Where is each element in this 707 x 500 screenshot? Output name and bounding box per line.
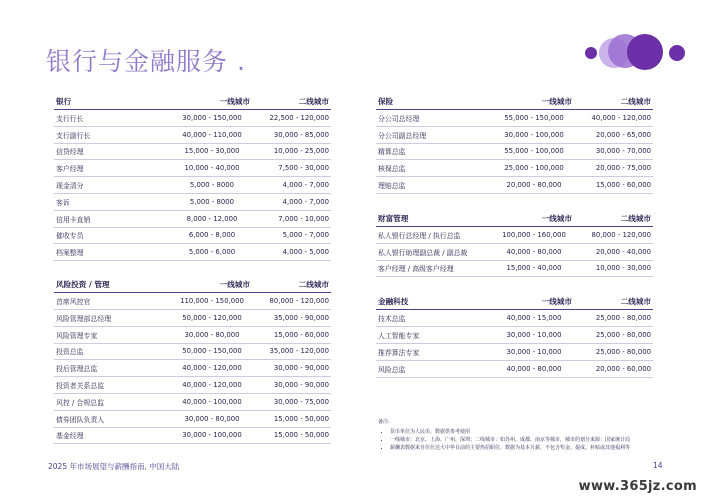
small-dot-left (585, 47, 597, 59)
risk-table (54, 277, 331, 444)
table-row (376, 327, 653, 344)
table-row (376, 160, 653, 177)
section-title: 金融科技 (376, 294, 488, 310)
tier2-salary: 35,000 - 90,000 (256, 309, 331, 326)
section-title: 财富管理 (376, 211, 488, 227)
column-header-tier2: 二线城市 (578, 94, 653, 110)
tier2-salary: 15,000 - 50,000 (256, 427, 331, 444)
notes-heading: 备注: (378, 419, 390, 425)
job-title: 催收专员 (54, 227, 166, 244)
table-row (54, 377, 331, 394)
table-row (54, 177, 331, 194)
column-header-tier2: 二线城市 (256, 94, 331, 110)
job-title: 技术总监 (376, 310, 488, 327)
large-circle (627, 34, 663, 70)
section-title: 风险投资 / 管理 (54, 277, 166, 293)
job-title: 现金清分 (54, 177, 166, 194)
tier2-salary: 7,500 - 30,000 (256, 160, 331, 177)
job-title: 信用卡直销 (54, 210, 166, 227)
page-number: 14 (653, 461, 663, 470)
job-title: 精算总监 (376, 143, 488, 160)
table-row (376, 243, 653, 260)
tier2-salary: 4,000 - 7,000 (256, 177, 331, 194)
table-row (54, 193, 331, 210)
tier2-salary: 20,000 - 75,000 (578, 160, 653, 177)
tier1-salary: 5,000 - 6,000 (166, 244, 256, 261)
tier1-salary: 30,000 - 150,000 (166, 110, 256, 127)
tier1-salary: 40,000 - 110,000 (166, 126, 256, 143)
table-header-row (54, 94, 331, 110)
table-row (54, 393, 331, 410)
tier2-salary: 22,500 - 120,000 (256, 110, 331, 127)
job-title: 分公司总经理 (376, 110, 488, 127)
tier1-salary: 20,000 - 80,000 (488, 177, 578, 194)
job-title: 推荐算法专家 (376, 343, 488, 360)
job-title: 档案整理 (54, 244, 166, 261)
watermark: www.365jz.com (578, 479, 697, 494)
table-row (54, 309, 331, 326)
job-title: 风险管理部总经理 (54, 309, 166, 326)
tier1-salary: 50,000 - 150,000 (166, 343, 256, 360)
tier1-salary: 8,000 - 12,000 (166, 210, 256, 227)
tier2-salary: 20,000 - 60,000 (578, 360, 653, 377)
tier1-salary: 40,000 - 80,000 (488, 360, 578, 377)
tier1-salary: 10,000 - 40,000 (166, 160, 256, 177)
tier2-salary: 30,000 - 90,000 (256, 360, 331, 377)
job-title: 分公司副总经理 (376, 126, 488, 143)
table-row (54, 343, 331, 360)
column-header-tier1: 一线城市 (166, 277, 256, 293)
tier1-salary: 5,000 - 8000 (166, 177, 256, 194)
wealth-table (376, 211, 653, 277)
tier1-salary: 15,000 - 30,000 (166, 143, 256, 160)
section-gap (376, 277, 653, 294)
job-title: 风控 / 合规总监 (54, 393, 166, 410)
tier2-salary: 40,000 - 120,000 (578, 110, 653, 127)
section-title: 保险 (376, 94, 488, 110)
job-title: 人工智能专家 (376, 327, 488, 344)
job-title: 债券团队负责人 (54, 410, 166, 427)
note-item: • 货币单位为人民币，数据供参考使用 (390, 428, 668, 436)
column-header-tier2: 二线城市 (578, 211, 653, 227)
job-title: 首席风控官 (54, 293, 166, 310)
notes-list (378, 428, 668, 452)
job-title: 投后管理总监 (54, 360, 166, 377)
tier2-salary: 25,000 - 80,000 (578, 343, 653, 360)
page-title: 银行与金融服务 . (46, 47, 246, 76)
job-title: 支行副行长 (54, 126, 166, 143)
table-header-row (376, 94, 653, 110)
tier1-salary: 40,000 - 100,000 (166, 393, 256, 410)
table-row (376, 110, 653, 127)
tier2-salary: 30,000 - 90,000 (256, 377, 331, 394)
table-row (54, 244, 331, 261)
job-title: 客户经理 / 高级客户经理 (376, 260, 488, 277)
tier1-salary: 40,000 - 80,000 (488, 243, 578, 260)
tier2-salary: 7,000 - 10,000 (256, 210, 331, 227)
tier2-salary: 5,000 - 7,000 (256, 227, 331, 244)
table-row (54, 427, 331, 444)
table-header-row (54, 277, 331, 293)
table-row (54, 126, 331, 143)
right-column (376, 94, 653, 378)
column-header-tier2: 二线城市 (578, 294, 653, 310)
tier1-salary: 50,000 - 120,000 (166, 309, 256, 326)
table-row (54, 143, 331, 160)
column-header-tier1: 一线城市 (488, 94, 578, 110)
tier1-salary: 55,000 - 100,000 (488, 143, 578, 160)
tier2-salary: 15,000 - 50,000 (256, 410, 331, 427)
tier1-salary: 40,000 - 120,000 (166, 377, 256, 394)
small-dot-right (669, 45, 685, 61)
tier2-salary: 35,000 - 120,000 (256, 343, 331, 360)
job-title: 投资总监 (54, 343, 166, 360)
banking-table (54, 94, 331, 261)
job-title: 客诉 (54, 193, 166, 210)
footer-title: 2025 年市场展望与薪酬指南, 中国大陆 (48, 462, 180, 471)
tier2-salary: 4,000 - 7,000 (256, 193, 331, 210)
insurance-table (376, 94, 653, 194)
table-row (376, 343, 653, 360)
tier1-salary: 30,000 - 100,000 (488, 126, 578, 143)
table-row (376, 143, 653, 160)
job-title: 核保总监 (376, 160, 488, 177)
decorative-dots (583, 34, 693, 78)
tier1-salary: 30,000 - 80,000 (166, 326, 256, 343)
tier1-salary: 30,000 - 10,000 (488, 327, 578, 344)
left-column (54, 94, 331, 444)
job-title: 基金经理 (54, 427, 166, 444)
tier1-salary: 30,000 - 10,000 (488, 343, 578, 360)
tier1-salary: 30,000 - 100,000 (166, 427, 256, 444)
tier2-salary: 80,000 - 120,000 (256, 293, 331, 310)
table-row (54, 210, 331, 227)
table-row (54, 160, 331, 177)
tier2-salary: 25,000 - 80,000 (578, 327, 653, 344)
table-row (376, 310, 653, 327)
job-title: 客户经理 (54, 160, 166, 177)
job-title: 理赔总监 (376, 177, 488, 194)
tier2-salary: 30,000 - 85,000 (256, 126, 331, 143)
job-title: 投资者关系总监 (54, 377, 166, 394)
tier2-salary: 10,000 - 25,000 (256, 143, 331, 160)
table-row (54, 326, 331, 343)
job-title: 风险管理专家 (54, 326, 166, 343)
table-row (54, 360, 331, 377)
job-title: 私人银行助理副总裁 / 副总裁 (376, 243, 488, 260)
column-header-tier1: 一线城市 (488, 294, 578, 310)
tier2-salary: 25,000 - 80,000 (578, 310, 653, 327)
tier2-salary: 20,000 - 40,000 (578, 243, 653, 260)
fintech-table (376, 294, 653, 377)
table-row (54, 110, 331, 127)
job-title: 私人银行总经理 / 执行总监 (376, 226, 488, 243)
tier1-salary: 40,000 - 15,000 (488, 310, 578, 327)
note-item: • 薪酬表数据来自任仕达大中华目前的主要热招职位，数据为基本月薪，不包含奖金、提成、补贴或其他福利等 (390, 444, 668, 452)
tier2-salary: 15,000 - 60,000 (578, 177, 653, 194)
table-header-row (376, 211, 653, 227)
column-header-tier2: 二线城市 (256, 277, 331, 293)
job-title: 风险总监 (376, 360, 488, 377)
tier2-salary: 10,000 - 30,000 (578, 260, 653, 277)
table-row (376, 177, 653, 194)
column-header-tier1: 一线城市 (166, 94, 256, 110)
table-header-row (376, 294, 653, 310)
section-gap (54, 261, 331, 277)
job-title: 信贷经理 (54, 143, 166, 160)
table-row (54, 293, 331, 310)
notes-section (378, 418, 668, 452)
tier1-salary: 5,000 - 8000 (166, 193, 256, 210)
tier2-salary: 30,000 - 70,000 (578, 143, 653, 160)
table-row (54, 227, 331, 244)
job-title: 支行行长 (54, 110, 166, 127)
table-row (376, 260, 653, 277)
tier1-salary: 40,000 - 120,000 (166, 360, 256, 377)
table-row (376, 126, 653, 143)
table-row (376, 226, 653, 243)
section-gap (376, 194, 653, 211)
tier2-salary: 15,000 - 60,000 (256, 326, 331, 343)
tier1-salary: 55,000 - 150,000 (488, 110, 578, 127)
note-item: • 一线城市：北京、上海、广州、深圳；二线城市：如苏州、成都、南京等城市，城市的划分来源：国家统计局 (390, 436, 668, 444)
tier1-salary: 6,000 - 8,000 (166, 227, 256, 244)
tier2-salary: 4,000 - 5,000 (256, 244, 331, 261)
table-row (54, 410, 331, 427)
column-header-tier1: 一线城市 (488, 211, 578, 227)
section-title: 银行 (54, 94, 166, 110)
tier1-salary: 30,000 - 80,000 (166, 410, 256, 427)
tier2-salary: 80,000 - 120,000 (578, 226, 653, 243)
tier1-salary: 110,000 - 150,000 (166, 293, 256, 310)
tier1-salary: 15,000 - 40,000 (488, 260, 578, 277)
tier2-salary: 30,000 - 75,000 (256, 393, 331, 410)
tier2-salary: 20,000 - 65,000 (578, 126, 653, 143)
table-row (376, 360, 653, 377)
tier1-salary: 100,000 - 160,000 (488, 226, 578, 243)
tier1-salary: 25,000 - 100,000 (488, 160, 578, 177)
